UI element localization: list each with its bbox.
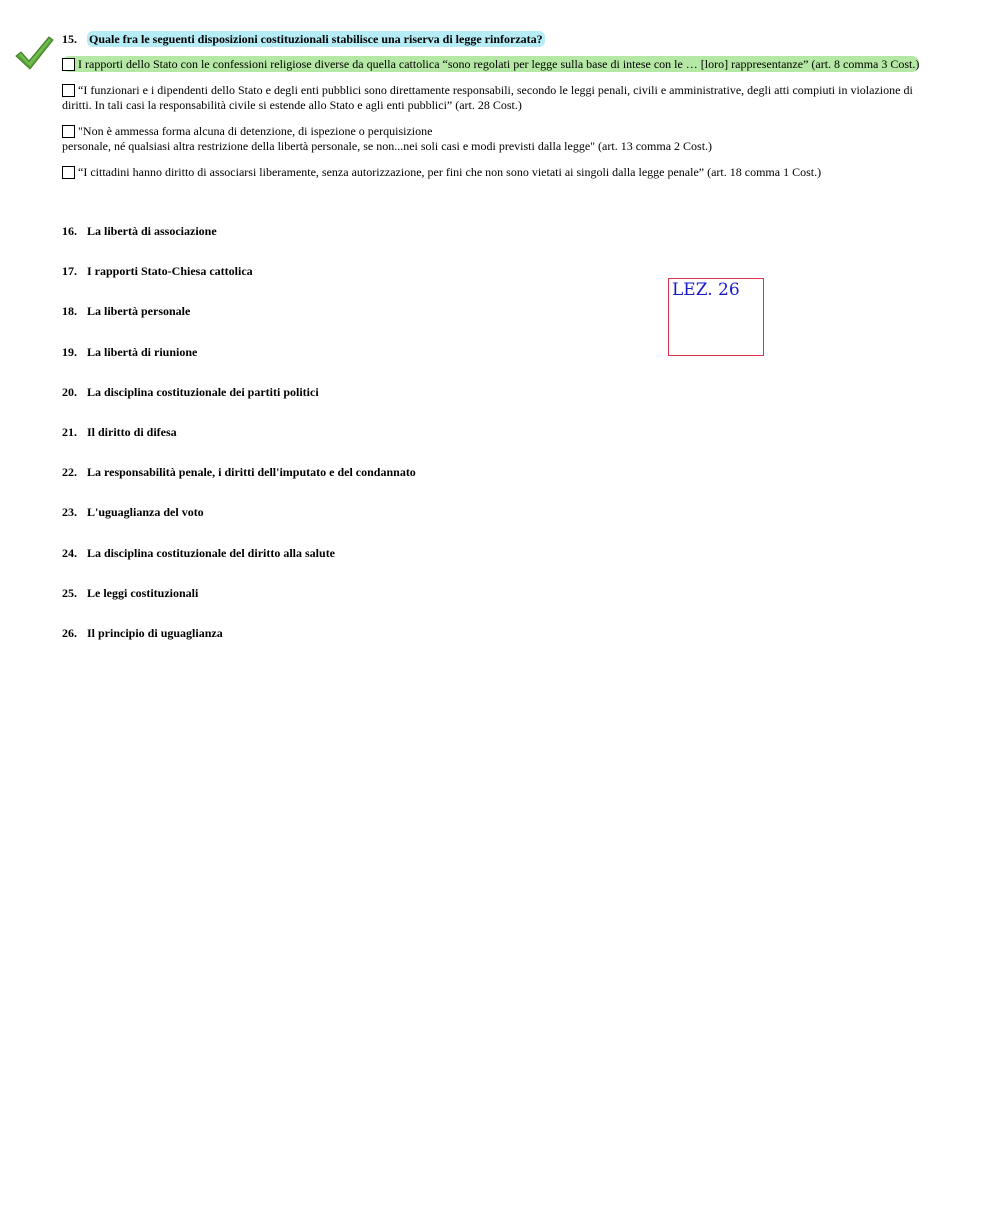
topic-number: 23. [62, 505, 77, 520]
topic-number: 17. [62, 264, 77, 279]
topic-list [62, 223, 662, 665]
topic-text: L'uguaglianza del voto [87, 505, 204, 520]
answer-option-text-line2: personale, né qualsiasi altra restrizione della libertà personale, se non...nei soli casi e modi previsti dalla legge" (art. 13 comma 2 Cost.) [62, 139, 713, 153]
topic-text: Le leggi costituzionali [87, 585, 199, 600]
topic-item [62, 303, 662, 343]
answer-option-highlight [62, 56, 919, 72]
topic-number: 24. [62, 545, 77, 560]
topic-number: 25. [62, 585, 77, 600]
answer-option-4 [62, 165, 940, 181]
topic-text: Il principio di uguaglianza [87, 625, 223, 640]
topic-number: 22. [62, 465, 77, 480]
question-number: 15. [62, 32, 77, 46]
topic-item [62, 545, 662, 585]
topic-item [62, 384, 662, 424]
question-15 [62, 31, 940, 190]
topic-number: 16. [62, 224, 77, 238]
topic-item [62, 424, 662, 464]
answer-option-text: “I cittadini hanno diritto di associarsi liberamente, senza autorizzazione, per fini che non sono vietati ai singoli dalla legge penale” (art. 18 comma 1 Cost.) [78, 164, 822, 179]
topic-text: La libertà di associazione [87, 224, 217, 238]
lesson-annotation-box [668, 278, 764, 356]
topic-text: I rapporti Stato-Chiesa cattolica [87, 264, 253, 279]
topic-number: 19. [62, 344, 77, 359]
topic-number: 18. [62, 304, 77, 319]
answer-checkbox[interactable] [62, 84, 75, 97]
answer-checkbox[interactable] [62, 125, 75, 138]
question-heading [62, 31, 940, 47]
topic-text: La libertà di riunione [87, 344, 198, 359]
answer-checkbox[interactable] [62, 58, 75, 71]
topic-item [62, 464, 662, 504]
answer-option-2 [62, 83, 940, 114]
topic-text: La disciplina costituzionale dei partiti politici [87, 384, 319, 399]
topic-item [62, 504, 662, 544]
topic-item [62, 223, 662, 263]
answer-option-1 [62, 57, 940, 73]
topic-text: La libertà personale [87, 304, 191, 319]
checkmark-icon [14, 34, 54, 72]
topic-item [62, 625, 662, 665]
answer-option-3 [62, 124, 940, 155]
topic-text: Il diritto di difesa [87, 424, 177, 439]
answer-option-text: I rapporti dello Stato con le confessioni religiose diverse da quella cattolica “sono regolati per legge sulla base di intese con le … [loro] rappresentanze” (art. 8 comma 3 Cost.) [78, 57, 920, 71]
topic-item [62, 585, 662, 625]
topic-item [62, 263, 662, 303]
answer-option-text: “I funzionari e i dipendenti dello Stato e degli enti pubblici sono direttamente responsabili, secondo le leggi penali, civili e amministrative, degli atti compiuti in violazione di diritti. In tali casi la responsabilità civile si estende allo Stato e agli enti pubblici” (art. 28 Cost.) [62, 82, 913, 112]
lesson-annotation-label: LEZ. 26 [672, 280, 740, 300]
topic-number: 21. [62, 424, 77, 439]
topic-text: La disciplina costituzionale del diritto alla salute [87, 545, 336, 560]
topic-number: 20. [62, 384, 77, 399]
topic-text: La responsabilità penale, i diritti dell'imputato e del condannato [87, 465, 416, 480]
answer-checkbox[interactable] [62, 166, 75, 179]
question-text: Quale fra le seguenti disposizioni costituzionali stabilisce una riserva di legge rinforzata? [89, 32, 543, 46]
topic-number: 26. [62, 625, 77, 640]
answer-option-text-line1: "Non è ammessa forma alcuna di detenzione, di ispezione o perquisizione [78, 123, 433, 138]
topic-item [62, 344, 662, 384]
